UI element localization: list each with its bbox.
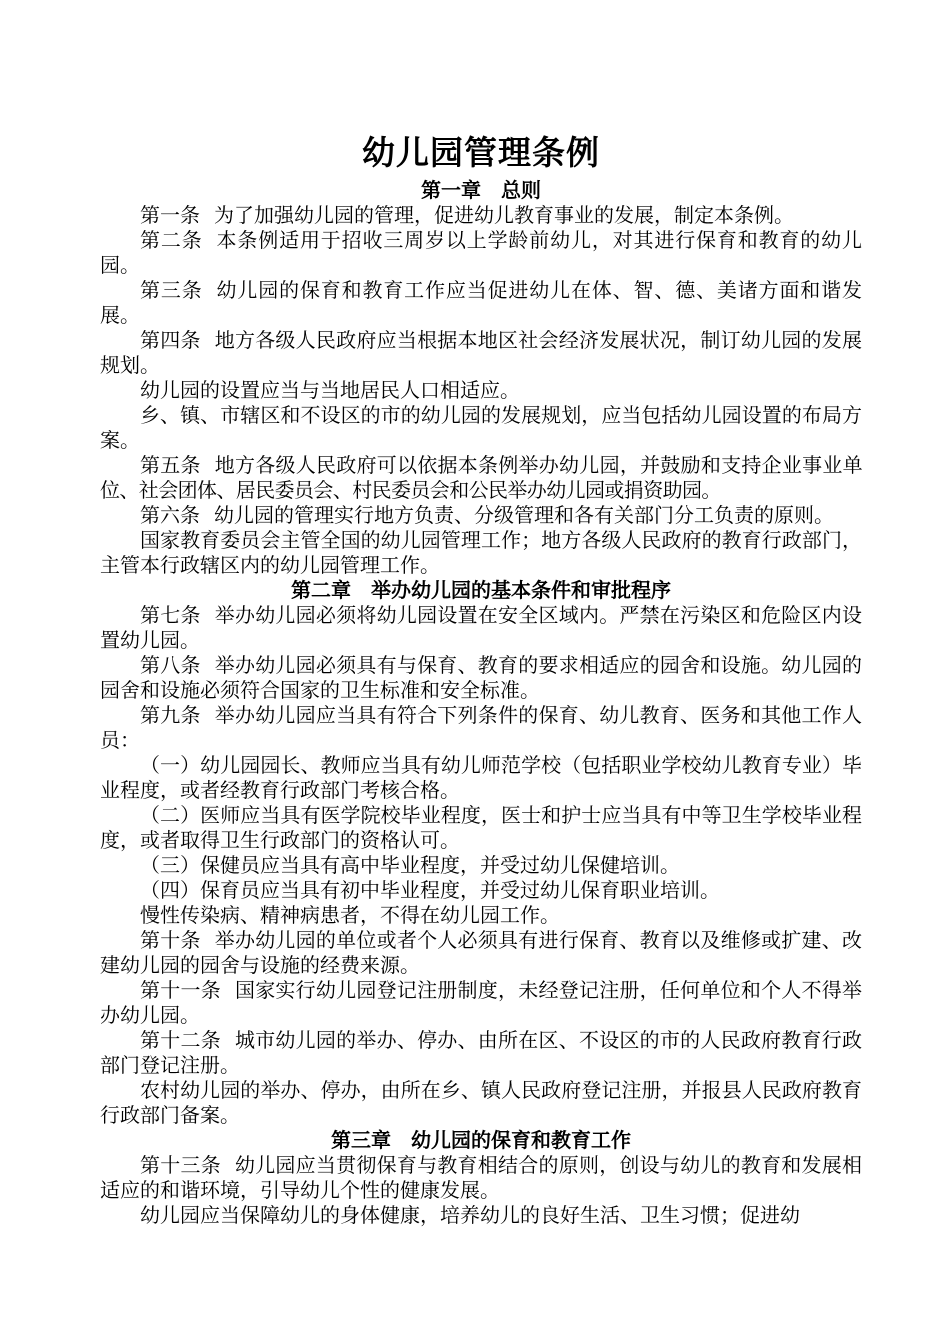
paragraph-text: 幼儿园的保育和教育工作应当促进幼儿在体、智、德、美诸方面和谐发展。: [100, 278, 863, 327]
article-number: 第一条: [140, 203, 200, 227]
paragraph-text: 幼儿园的设置应当与当地居民人口相适应。: [140, 378, 520, 402]
paragraph-text: 举办幼儿园的单位或者个人必须具有进行保育、教育以及维修或扩建、改建幼儿园的园舍与设施的经费来源。: [100, 928, 863, 977]
chapter-heading: 第三章 幼儿园的保育和教育工作: [331, 1128, 631, 1152]
article-paragraph: [100, 228, 862, 278]
article-paragraph: [100, 703, 862, 753]
paragraph-text: 国家教育委员会主管全国的幼儿园管理工作；地方各级人民政府的教育行政部门，主管本行政辖区内的幼儿园管理工作。: [100, 528, 862, 577]
article-paragraph: [100, 653, 862, 703]
paragraph-text: （二）医师应当具有医学院校毕业程度，医士和护士应当具有中等卫生学校毕业程度，或者取得卫生行政部门的资格认可。: [100, 803, 862, 852]
paragraph-text: 城市幼儿园的举办、停办、由所在区、不设区的市的人民政府教育行政部门登记注册。: [100, 1028, 863, 1077]
article-number: 第四条: [140, 328, 201, 352]
paragraph: [100, 403, 862, 453]
document-title: 幼儿园管理条例: [362, 133, 600, 172]
chapter-heading: 第二章 举办幼儿园的基本条件和审批程序: [291, 578, 671, 602]
article-number: 第八条: [140, 653, 201, 677]
paragraph-text: 国家实行幼儿园登记注册制度，未经登记注册，任何单位和个人不得举办幼儿园。: [100, 978, 863, 1027]
article-number: 第十一条: [140, 978, 221, 1002]
article-number: 第六条: [140, 503, 200, 527]
paragraph-text: 为了加强幼儿园的管理，促进幼儿教育事业的发展，制定本条例。: [214, 203, 794, 227]
article-paragraph: [100, 278, 862, 328]
article-paragraph: [100, 328, 862, 378]
paragraph: [100, 853, 862, 878]
paragraph-text: 农村幼儿园的举办、停办，由所在乡、镇人民政府登记注册，并报县人民政府教育行政部门备案。: [100, 1078, 862, 1127]
paragraph-text: 举办幼儿园必须具有与保育、教育的要求相适应的园舍和设施。幼儿园的园舍和设施必须符合国家的卫生标准和安全标准。: [100, 653, 863, 702]
article-number: 第十三条: [140, 1153, 221, 1177]
paragraph-text: （四）保育员应当具有初中毕业程度，并受过幼儿保育职业培训。: [140, 878, 720, 902]
paragraph-text: 幼儿园应当保障幼儿的身体健康，培养幼儿的良好生活、卫生习惯；促进幼: [140, 1203, 800, 1227]
article-paragraph: [100, 453, 862, 503]
article-number: 第三条: [140, 278, 203, 302]
chapter-heading: 第一章 总则: [421, 178, 541, 202]
paragraph: [100, 528, 862, 578]
article-number: 第十二条: [140, 1028, 221, 1052]
paragraph-text: 地方各级人民政府应当根据本地区社会经济发展状况，制订幼儿园的发展规划。: [100, 328, 863, 377]
article-number: 第七条: [140, 603, 201, 627]
paragraph: [100, 753, 862, 803]
paragraph: [100, 1078, 862, 1128]
paragraph: [100, 378, 862, 403]
article-paragraph: [100, 978, 862, 1028]
paragraph-text: 地方各级人民政府可以依据本条例举办幼儿园，并鼓励和支持企业事业单位、社会团体、居民委员会、村民委员会和公民举办幼儿园或捐资助园。: [100, 453, 862, 502]
paragraph-text: 乡、镇、市辖区和不设区的市的幼儿园的发展规划，应当包括幼儿园设置的布局方案。: [100, 403, 862, 452]
paragraph-text: 举办幼儿园应当具有符合下列条件的保育、幼儿教育、医务和其他工作人员：: [100, 703, 863, 752]
article-paragraph: [100, 503, 862, 528]
article-number: 第五条: [140, 453, 201, 477]
article-paragraph: [100, 1028, 862, 1078]
paragraph: [100, 1203, 862, 1228]
paragraph-text: （一）幼儿园园长、教师应当具有幼儿师范学校（包括职业学校幼儿教育专业）毕业程度，或者经教育行政部门考核合格。: [100, 753, 862, 802]
paragraph: [100, 903, 862, 928]
article-paragraph: [100, 203, 862, 228]
document-body: [100, 178, 862, 1228]
paragraph: [100, 803, 862, 853]
paragraph-text: （三）保健员应当具有高中毕业程度，并受过幼儿保健培训。: [140, 853, 680, 877]
article-number: 第十条: [140, 928, 201, 952]
paragraph-text: 举办幼儿园必须将幼儿园设置在安全区域内。严禁在污染区和危险区内设置幼儿园。: [100, 603, 863, 652]
article-paragraph: [100, 928, 862, 978]
paragraph-text: 本条例适用于招收三周岁以上学龄前幼儿，对其进行保育和教育的幼儿园。: [100, 228, 863, 277]
article-number: 第二条: [140, 228, 203, 252]
document-page: [100, 128, 862, 1228]
article-number: 第九条: [140, 703, 201, 727]
paragraph: [100, 878, 862, 903]
article-paragraph: [100, 603, 862, 653]
paragraph-text: 慢性传染病、精神病患者，不得在幼儿园工作。: [140, 903, 560, 927]
paragraph-text: 幼儿园的管理实行地方负责、分级管理和各有关部门分工负责的原则。: [214, 503, 834, 527]
paragraph-text: 幼儿园应当贯彻保育与教育相结合的原则，创设与幼儿的教育和发展相适应的和谐环境，引导幼儿个性的健康发展。: [100, 1153, 863, 1202]
article-paragraph: [100, 1153, 862, 1203]
